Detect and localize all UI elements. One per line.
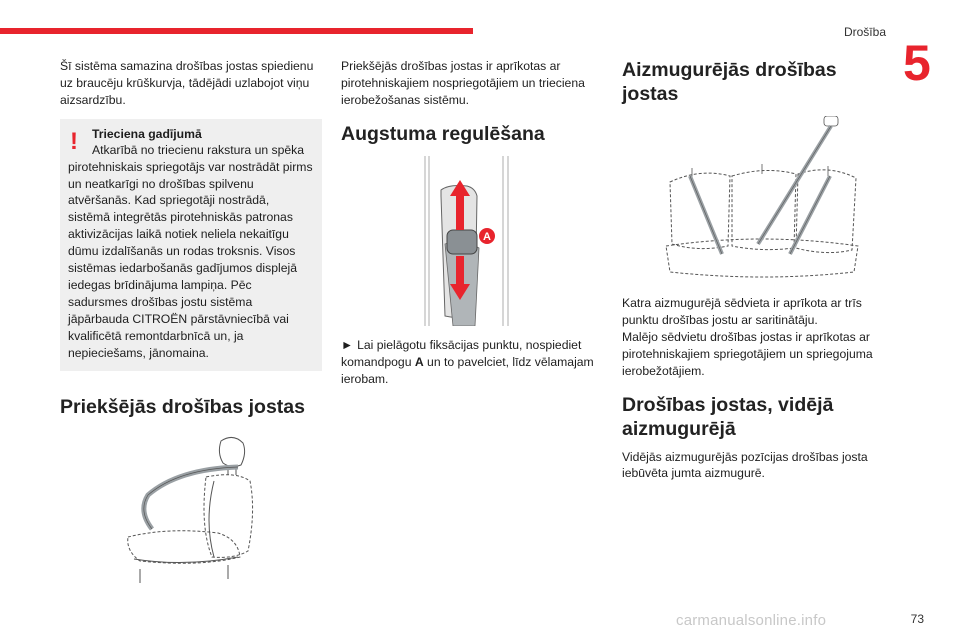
rear-belts-paragraph-2: Malējo sēdvietu drošības jostas ir aprīkotas ar pirotehniskajiem spriegotājiem un spriegojuma ierobežotājiem. xyxy=(622,329,873,378)
column-middle xyxy=(341,58,595,387)
height-adjust-illustration xyxy=(423,156,595,331)
intro-paragraph: Šī sistēma samazina drošības jostas spiedienu uz braucēju krūškurvja, tādējādi uzlabojot viņu aizsardzību. xyxy=(60,59,314,107)
warning-body: Atkarībā no triecienu rakstura un spēka pirotehniskais spriegotājs var nostrādāt pirms un neatkarīgi no drošības spilvenu atvēršanās. Kad spriegotāji nostrādā, sistēmā integrētās pirotehniskās patronas aktivizācijas laikā notiek neliela nekaitīgu dūmu izdalīšanās un rodas troksnis. Visos sistēmas iedarbošanās gadījumos displejā iedegas brīdinājuma lampiņa. Pēc sadursmes drošības jostu sistēma jāpārbauda CITROËN pārstāvniecībā vai kvalificētā remontdarbnīcā un, ja nepieciešams, jānomaina. xyxy=(68,142,313,360)
adjustment-instruction: ► Lai pielāgotu fiksācijas punktu, nospiediet komandpogu A un to pavelciet, līdz vēlamajam ierobam. xyxy=(341,337,594,386)
section-title: Drošība xyxy=(843,25,886,39)
warning-title: Trieciena gadījumā xyxy=(92,126,202,141)
heading-front-seatbelts: Priekšējās drošības jostas xyxy=(60,395,305,418)
warning-box xyxy=(60,119,322,371)
exclamation-icon: ! xyxy=(70,127,78,155)
heading-rear-middle-belt: Drošības jostas, vidējā aizmugurējā xyxy=(622,393,834,440)
front-seat-belt-icon xyxy=(118,429,268,589)
rear-belts-paragraph-1: Katra aizmugurējā sēdvieta ir aprīkota ar trīs punktu drošības jostu ar saritinātāju. xyxy=(622,296,862,327)
heading-rear-seatbelts: Aizmugurējās drošības jostas xyxy=(622,59,837,105)
button-a-reference: A xyxy=(414,354,424,369)
column-left xyxy=(60,58,322,594)
chapter-number: 5 xyxy=(903,35,931,91)
front-belts-intro: Priekšējās drošības jostas ir aprīkotas ar pirotehniskajiem nospriegotājiem un trieciena ierobežošanas sistēmu. xyxy=(341,59,585,107)
rear-seat-belts-icon xyxy=(662,116,862,284)
belt-height-adjuster-icon xyxy=(423,156,513,326)
heading-height-adjustment: Augstuma regulēšana xyxy=(341,122,545,145)
rear-middle-belt-paragraph: Vidējās aizmugurējās pozīcijas drošības josta iebūvēta jumta aizmugurē. xyxy=(622,449,868,481)
column-right xyxy=(622,58,884,482)
button-a-label: A xyxy=(483,230,491,243)
rear-bench-illustration xyxy=(662,116,884,289)
front-seat-illustration xyxy=(118,429,322,594)
watermark: carmanualsonline.info xyxy=(676,612,827,629)
header-accent-bar xyxy=(0,28,473,34)
page-number: 73 xyxy=(910,612,924,626)
